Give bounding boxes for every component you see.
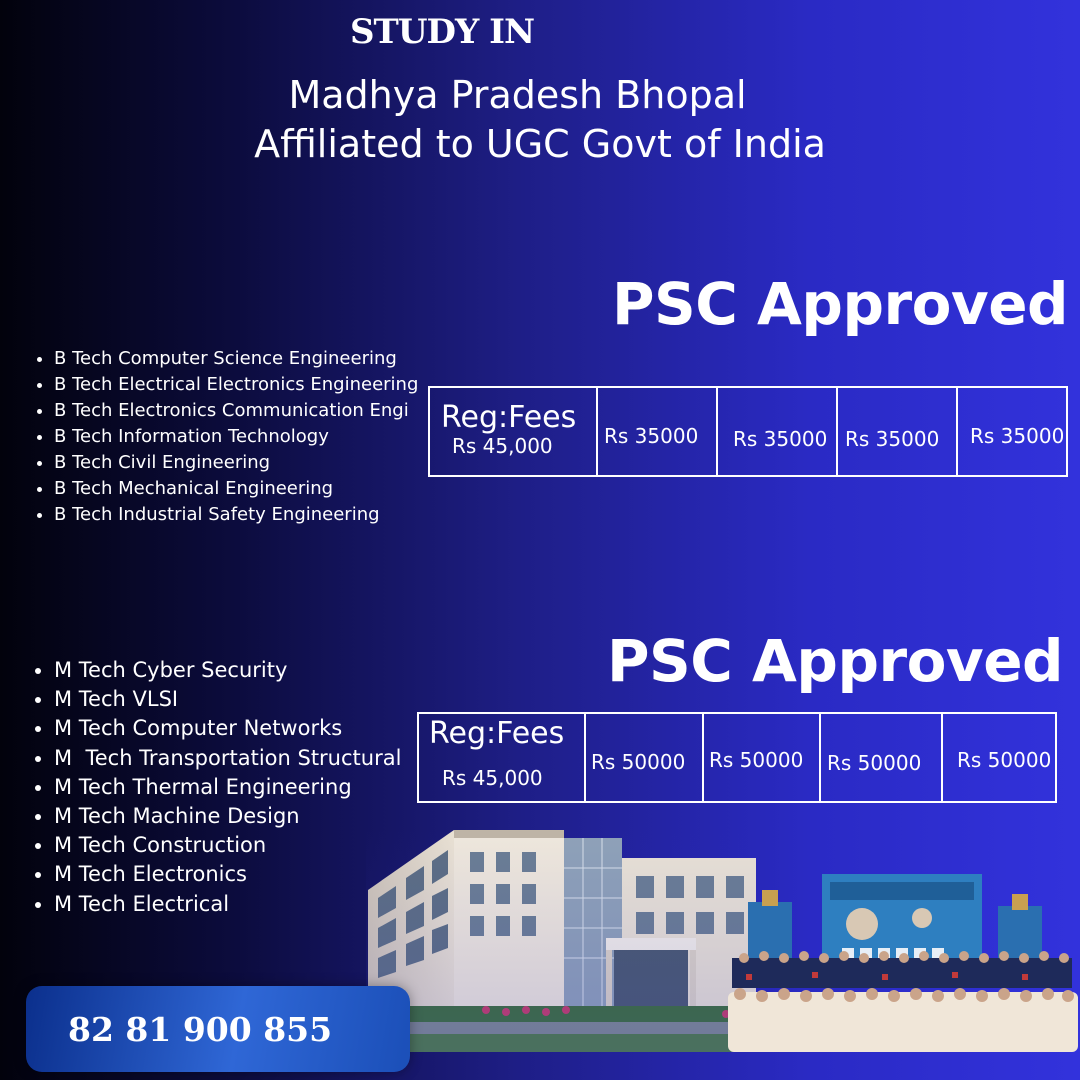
list-item: • M Tech Cyber Security — [54, 656, 401, 685]
fee-cell — [942, 713, 1056, 802]
fee-cell — [837, 387, 957, 476]
phone-number[interactable]: 82 81 900 855 — [68, 1010, 333, 1049]
btech-psc-approved: PSC Approved — [612, 270, 1069, 338]
list-item: • M Tech Transportation Structural — [54, 744, 401, 773]
btech-course-list — [32, 346, 418, 528]
list-item: • M Tech Electrical — [54, 890, 401, 919]
list-item: • M Tech VLSI — [54, 685, 401, 714]
mtech-course-list — [32, 656, 401, 919]
fee-cell — [957, 387, 1067, 476]
fee-value: Rs 35000 — [733, 427, 828, 451]
fee-cell-registration — [429, 387, 597, 476]
fee-cell — [597, 387, 717, 476]
fee-cell — [585, 713, 703, 802]
mtech-fee-table — [417, 712, 1057, 803]
mtech-psc-approved: PSC Approved — [607, 627, 1064, 695]
fee-value: Rs 50000 — [591, 750, 686, 774]
college-building-photo — [366, 828, 756, 1052]
list-item: • B Tech Electrical Electronics Engineering — [54, 372, 418, 398]
convocation-group-photo — [722, 862, 1080, 1060]
study-in-heading: STUDY IN — [350, 12, 535, 52]
fee-value: Rs 50000 — [827, 751, 922, 775]
reg-fees-amount: Rs 45,000 — [452, 434, 553, 458]
fee-value: Rs 35000 — [604, 424, 699, 448]
list-item: • B Tech Civil Engineering — [54, 450, 418, 476]
list-item: • B Tech Mechanical Engineering — [54, 476, 418, 502]
fee-value: Rs 50000 — [957, 748, 1052, 772]
list-item: • B Tech Computer Science Engineering — [54, 346, 418, 372]
list-item: • B Tech Industrial Safety Engineering — [54, 502, 418, 528]
fee-cell — [820, 713, 942, 802]
phone-contact-box[interactable] — [26, 986, 410, 1072]
list-item: • M Tech Computer Networks — [54, 714, 401, 743]
fee-cell-registration — [418, 713, 585, 802]
fee-value: Rs 35000 — [845, 427, 940, 451]
list-item: • B Tech Electronics Communication Engi — [54, 398, 418, 424]
list-item: • M Tech Machine Design — [54, 802, 401, 831]
affiliation-heading: Affiliated to UGC Govt of India — [254, 122, 826, 166]
building-illustration — [366, 828, 756, 1052]
fee-cell — [717, 387, 837, 476]
list-item: • B Tech Information Technology — [54, 424, 418, 450]
location-heading: Madhya Pradesh Bhopal — [288, 73, 747, 117]
list-item: • M Tech Thermal Engineering — [54, 773, 401, 802]
reg-fees-amount: Rs 45,000 — [442, 766, 543, 790]
fee-cell — [703, 713, 820, 802]
list-item: • M Tech Construction — [54, 831, 401, 860]
btech-fee-table — [428, 386, 1068, 477]
reg-fees-label: Reg:Fees — [441, 400, 577, 435]
fee-value: Rs 50000 — [709, 748, 804, 772]
reg-fees-label: Reg:Fees — [429, 716, 565, 751]
convocation-illustration — [722, 862, 1080, 1060]
fee-value: Rs 35000 — [970, 424, 1065, 448]
list-item: • M Tech Electronics — [54, 860, 401, 889]
